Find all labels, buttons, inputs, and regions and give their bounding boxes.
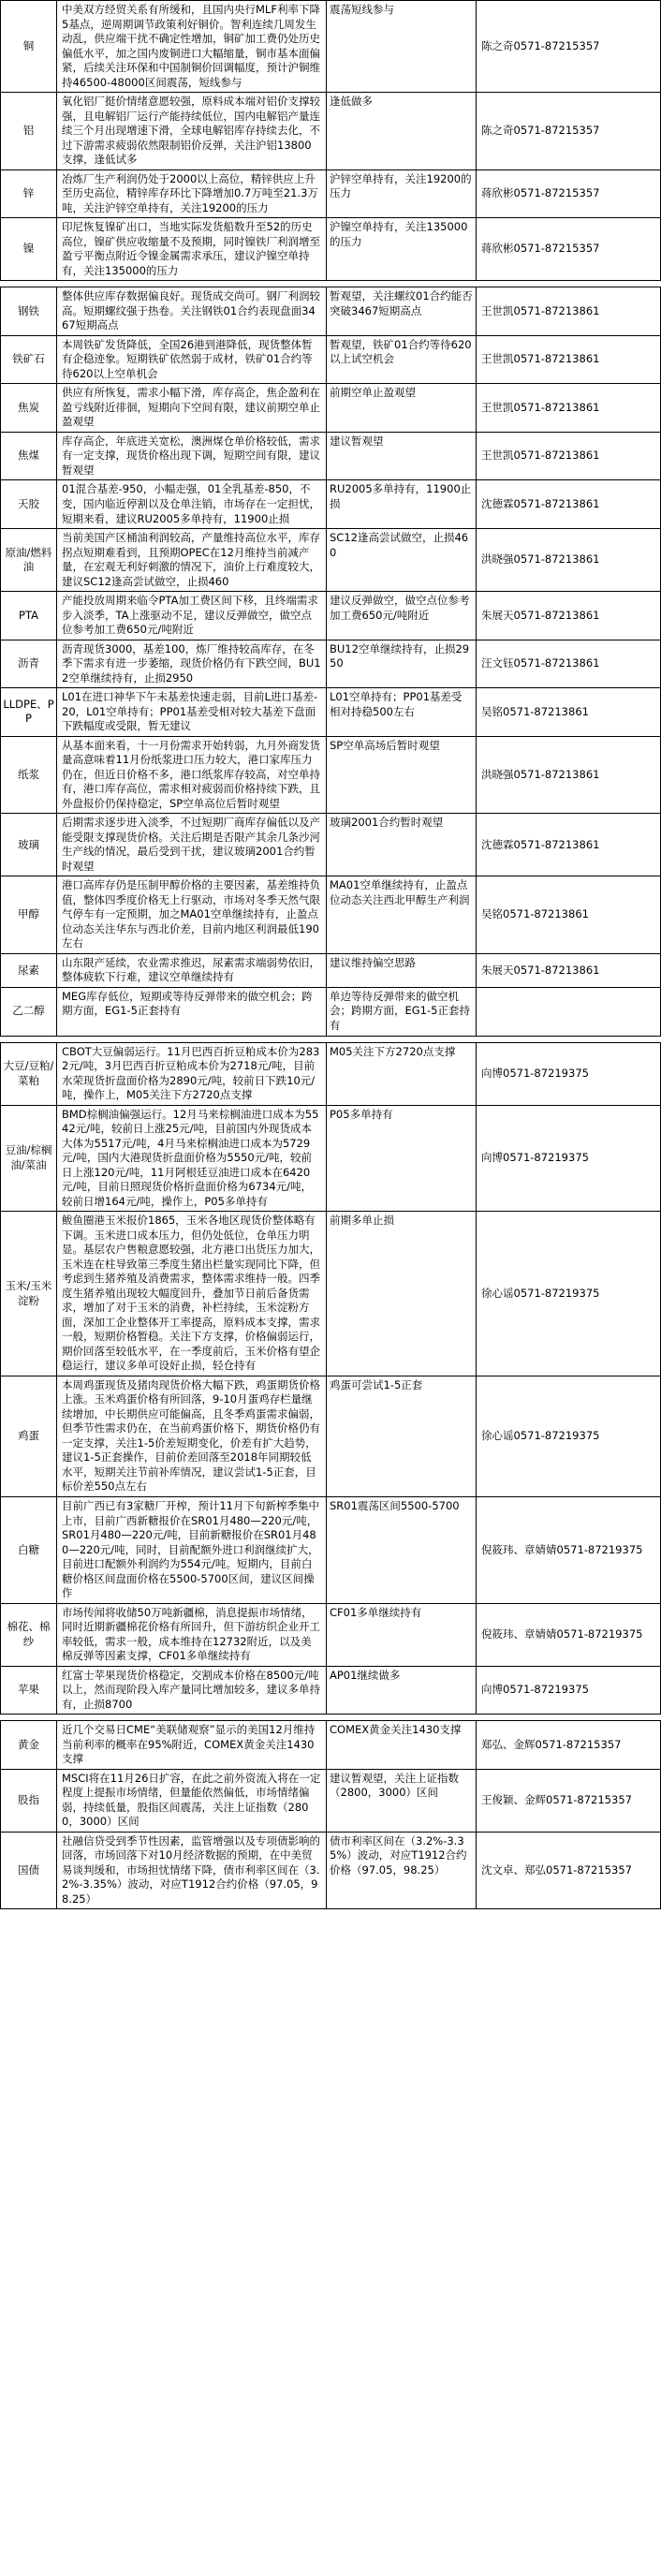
analyst-contact: 徐心谣0571-87219375 bbox=[477, 1212, 661, 1376]
commodity-name: 钢铁 bbox=[1, 287, 57, 336]
commodity-name: 国债 bbox=[1, 1833, 57, 1909]
strategy-view: 沪镍空单持有，关注135000的压力 bbox=[327, 218, 477, 280]
analysis-text: MEG库存低位，短期或等待反弹带来的做空机会；跨期方面，EG1-5正套持有 bbox=[57, 988, 327, 1036]
analyst-contact: 倪筱玮、章婧婧0571-87219375 bbox=[477, 1604, 661, 1667]
analysis-text: 本周鸡蛋现货及猪肉现货价格大幅下跌，鸡蛋期货价格上涨。玉米鸡蛋价格有所回落，9-10月蛋鸡存栏量继续增加，中长期供应可能偏高，且冬季鸡蛋需求偏弱，但季节性需求仍在，在当前鸡蛋价格下，期货价格仍有一定支撑，关注1-5价差短期变化，价差有扩大趋势，建议1-5正套操作，目前价差回落至2018年同期较低水平，短期关注节前补库情况，建议尝试1-5正套，目标价差550点左右 bbox=[57, 1376, 327, 1497]
analysis-text: 沥青现货3000，基差100，炼厂维持较高库存，在冬季下需求有进一步萎缩，现货价格仍有下跌空间，BU12空单继续持有，止损2950 bbox=[57, 640, 327, 689]
strategy-view: CF01多单继续持有 bbox=[327, 1604, 477, 1667]
analysis-text: 近几个交易日CME“美联储观察”显示的美国12月维持当前利率的概率在95%附近，COMEX黄金关注1430支撑 bbox=[57, 1721, 327, 1770]
analysis-text: 整体供应库存数据偏良好。现货成交尚可。钢厂利润较高。短期螺纹强于热卷。关注钢铁01合约表现盘面3467短期高点 bbox=[57, 287, 327, 336]
strategy-view: 沪锌空单持有，关注19200的压力 bbox=[327, 170, 477, 219]
strategy-view: 玻璃2001合约暂时观望 bbox=[327, 814, 477, 876]
analyst-contact: 朱展天0571-87213861 bbox=[477, 592, 661, 640]
strategy-view: 单边等待反弹带来的做空机会；跨期方面，EG1-5正套持有 bbox=[327, 988, 477, 1036]
strategy-view: COMEX黄金关注1430支撑 bbox=[327, 1721, 477, 1770]
strategy-view: BU12空单继续持有，止损2950 bbox=[327, 640, 477, 689]
strategy-view: M05关注下方2720点支撑 bbox=[327, 1043, 477, 1106]
analyst-contact: 蒋欣彬0571-87215357 bbox=[481, 242, 600, 256]
analysis-text: 供应有所恢复，需求小幅下滑，库存高企，焦企盈利在盈亏线附近徘徊，短期向下空间有限，建议前期空单止盈观望 bbox=[57, 384, 327, 433]
commodity-name: 甲醇 bbox=[1, 876, 57, 954]
analyst-contact: 沈德霖0571-87213861 bbox=[477, 814, 661, 876]
commodity-name: PTA bbox=[1, 592, 57, 640]
analyst-contact: 吴铭0571-87213861 bbox=[477, 876, 661, 954]
analyst-contact: 沈文卓、郑弘0571-87215357 bbox=[481, 1862, 632, 1877]
analysis-text: 当前美国产区桶油利润较高，产量维持高位水平，库存拐点短期难看到，且预期OPEC在12月维持当前减产量，在宏观无利好刺激的情况下，油价上行难度较大，建议SC12逢高尝试做空，止损460 bbox=[57, 529, 327, 592]
strategy-view: 鸡蛋可尝试1-5正套 bbox=[327, 1376, 477, 1497]
commodity-name: 锌 bbox=[1, 170, 57, 219]
analyst-contact: 吴铭0571-87213861 bbox=[477, 688, 661, 737]
analyst-contact: 王世凯0571-87213861 bbox=[477, 433, 661, 481]
strategy-view: SP空单高场后暂时观望 bbox=[327, 737, 477, 815]
analysis-text: BMD棕榈油偏强运行。12月马来棕榈油进口成本为5542元/吨，较前日上涨25元/吨，目前国内外现货成本大体为5517元/吨，4月马来棕榈油进口成本为5729元/吨，国内大港现货折盘面价格为5550元/吨，较前日上涨120元/吨，11月阿根廷豆油进口成本在6420元/吨，目前日照现货价格折盘面价格为6734元/吨，较前日增164元/吨，操作上，P05多单持有 bbox=[57, 1106, 327, 1213]
strategy-view: 前期空单止盈观望 bbox=[327, 384, 477, 433]
commodity-name: 纸浆 bbox=[1, 737, 57, 815]
strategy-view: 建议暂观望 bbox=[327, 433, 477, 481]
strategy-view: SC12逢高尝试做空，止损460 bbox=[327, 529, 477, 592]
analyst-contact: 朱展天0571-87213861 bbox=[477, 954, 661, 988]
commodity-name: LLDPE、PP bbox=[1, 688, 57, 737]
analysis-text: L01在进口神华下午未基差快速走弱，目前L进口基差-20，L01空单持有；PP01基差受相对较大基差下盘面下跌幅度或受限，暂无建议 bbox=[57, 688, 327, 737]
strategy-view: 暂观望，铁矿01合约等待620以上试空机会 bbox=[327, 336, 477, 385]
strategy-view: 建议维持偏空思路 bbox=[327, 954, 477, 988]
commodity-name: 玻璃 bbox=[1, 814, 57, 876]
commodity-name: 铁矿石 bbox=[1, 336, 57, 385]
commodity-name: 黄金 bbox=[1, 1721, 57, 1770]
analyst-contact: 洪晓强0571-87213861 bbox=[477, 529, 661, 592]
analyst-contact: 蒋欣彬0571-87215357 bbox=[477, 170, 661, 219]
section-table bbox=[0, 1042, 661, 1715]
strategy-view: L01空单持有；PP01基差受相对持稳500左右 bbox=[327, 688, 477, 737]
strategy-view: 债市利率区间在（3.2%-3.35%）波动，对应T1912合约价格（97.05，98.25） bbox=[327, 1833, 477, 1909]
strategy-view: P05多单持有 bbox=[327, 1106, 477, 1213]
analyst-contact: 郑弘、金辉0571-87215357 bbox=[477, 1721, 661, 1770]
analyst-contact: 王世凯0571-87213861 bbox=[477, 336, 661, 385]
analysis-text: 鲅鱼圈港玉米报价1865，玉米各地区现货价整体略有下调。玉米进口成本压力，但仍处低位，仓单压力明显。基层农户售粮意愿较强，北方港口出货压力加大，玉米连在柱导致第三季度生猪出栏量实现同比下降，但考虑到生猪养殖及消费需求，整体需求维持一般。四季度生猪养殖出现较大幅度回升，叠加节日前后备货需求，增加了对于玉米的消费，补栏持续，玉米淀粉方面，深加工企业整体开工率提高，原料成本支撑，需求一般，短期价格暂稳。关注下方支撑，价格偏弱运行，期价回落至较低水平，在一季度前后，玉米价格有望企稳运行，建议多单可设好止损，轻仓持有 bbox=[57, 1212, 327, 1376]
analysis-text: 山东限产延续，农业需求推迟，尿素需求端弱势依旧，整体疲软下行难，建议空单继续持有 bbox=[57, 954, 327, 988]
commodity-name: 豆油/棕榈油/菜油 bbox=[1, 1106, 57, 1213]
analysis-text: 从基本面来看，十一月份需求开始转弱，九月外商发货量高意味着11月份纸浆进口压力较大，港口家库压力仍在，但近日价格不多，港口纸浆库存较高，对空单持有，港口库存高位，需求相对疲弱而价格持续下跌，且外盘报价仍保持稳定，SP空单高位后暂时观望 bbox=[57, 737, 327, 815]
strategy-view: 前期多单止损 bbox=[327, 1212, 477, 1376]
strategy-view: 震荡短线参与 bbox=[327, 1, 477, 93]
analyst-contact: 向博0571-87219375 bbox=[481, 1683, 589, 1697]
commodity-name: 玉米/玉米淀粉 bbox=[1, 1212, 57, 1376]
strategy-view: 建议暂观望，关注上证指数（2800，3000）区间 bbox=[327, 1770, 477, 1833]
analyst-contact bbox=[477, 988, 661, 1036]
analysis-text: 氧化铝厂挺价情绪意愿较强，原料成本端对铝价支撑较强，且电解铝厂运行产能持续低位，国内电解铝产量连续三个月出现增速下滑，全球电解铝库存持续去化，不过下游需求疲弱依然限制铝价反弹，关注沪铝13800支撑，逢低试多 bbox=[57, 93, 327, 170]
analyst-contact: 向博0571-87219375 bbox=[477, 1043, 661, 1106]
analysis-text: 冶炼厂生产利润仍处于2000以上高位，精锌供应上升至历史高位，精锌库存环比下降增加0.7万吨至21.3万吨，关注沪锌空单持有，关注19200的压力 bbox=[57, 170, 327, 219]
analysis-text: MSCI将在11月26日扩容，在此之前外资流入将在一定程度上提振市场情绪，但量能依然偏低，市场情绪偏弱，持续低量，股指区间震荡，关注上证指数（2800，3000）区间 bbox=[57, 1770, 327, 1833]
analysis-text: 库存高企，年底进关宽松，澳洲煤仓单价格较低，需求有一定支撑，现货价格出现下调，短期空间有限，建议暂观望 bbox=[57, 433, 327, 481]
analysis-text: 红富士苹果现货价格稳定，交割成本价格在8500元/吨以上，然而现阶段入库产量同比增加较多，建议多单持有，止损8700 bbox=[57, 1667, 327, 1715]
analysis-text: 印尼恢复镍矿出口，当地实际发货船数升至52的历史高位，镍矿供应收缩量不及预期，同时镍铁厂利润增至盈亏平衡点附近令镍金属需求承压，建议沪镍空单持有，关注135000的压力 bbox=[57, 218, 327, 280]
commodity-name: 沥青 bbox=[1, 640, 57, 689]
commodity-name: 大豆/豆粕/菜粕 bbox=[1, 1043, 57, 1106]
commodity-name: 股指 bbox=[1, 1770, 57, 1833]
commodity-name: 焦煤 bbox=[1, 433, 57, 481]
analyst-contact: 倪筱玮、章婧婧0571-87219375 bbox=[477, 1497, 661, 1604]
commodity-name: 铜 bbox=[1, 1, 57, 93]
analysis-text: 目前广西已有3家糖厂开榨，预计11月下旬新榨季集中上市，目前广西新糖报价在SR01月480—220元/吨，SR01月480—220元/吨，目前新糖报价在SR01月480—220元/吨，同时，目前配额外进口利润继续扩大，目前进口配额外利润约为554元/吨。短期内，目前白糖价格区间盘面价格在5500-5700区间，建议区间操作 bbox=[57, 1497, 327, 1604]
analysis-text: 港口高库存仍是压制甲醇价格的主要因素，基差维持负值，整体四季度价格无上行驱动，市场对冬季天然气限气停车有一定预期，加之MA01空单继续持有，止盈点位动态关注华东与西北价差，目前内地区利润最低190左右 bbox=[57, 876, 327, 954]
commodity-name: 棉花、棉纱 bbox=[1, 1604, 57, 1667]
section-table bbox=[0, 0, 661, 281]
analysis-text: 中美双方经贸关系有所缓和，且国内央行MLF利率下降5基点，逆周期调节政策利好铜价。智利连续几周发生动乱，供应端干扰不确定性增加，铜矿加工费仍处历史偏低水平，加之国内废铜进口大幅缩量，铜市基本面偏紧，后续关注环保和中国制铜价回调幅度，预计沪铜维持46500-48000区间震荡，短线参与 bbox=[57, 1, 327, 93]
section-table bbox=[0, 1720, 661, 1909]
analysis-text: 产能投放周期来临令PTA加工费区间下移，且终端需求步入淡季，TA上涨驱动不足，建议反弹做空，做空点位参考加工费650元/吨附近 bbox=[57, 592, 327, 640]
analyst-contact: 沈德霖0571-87213861 bbox=[477, 480, 661, 529]
section-table bbox=[0, 287, 661, 1036]
commodity-name: 镍 bbox=[1, 218, 57, 280]
analyst-contact: 王世凯0571-87213861 bbox=[477, 287, 661, 336]
strategy-view: MA01空单继续持有，止盈点位动态关注西北甲醇生产利润 bbox=[327, 876, 477, 954]
strategy-view: 建议反弹做空，做空点位参考加工费650元/吨附近 bbox=[327, 592, 477, 640]
analyst-contact: 汪文钰0571-87213861 bbox=[477, 640, 661, 689]
commodity-name: 原油/燃料油 bbox=[1, 529, 57, 592]
analysis-text: CBOT大豆偏弱运行。11月巴西百折豆粕成本价为2832元/吨，3月巴西百折豆粕成本价为2718元/吨，目前水荣现货折盘面价格为2890元/吨，较前日下跌10元/吨，操作上，M05关注下方2720点支撑 bbox=[57, 1043, 327, 1106]
commodity-name: 苹果 bbox=[1, 1667, 57, 1715]
analysis-text: 市场传闻将收储50万吨新疆棉，消息提振市场情绪，同时近期新疆棉花价格有所回升，但下游纺织企业开工率较低，需求一般，成本维持在12732附近，以及美棉反弹等因素支撑，CF01多单继续持有 bbox=[57, 1604, 327, 1667]
strategy-view: SR01震荡区间5500-5700 bbox=[327, 1497, 477, 1604]
commodity-name: 鸡蛋 bbox=[1, 1376, 57, 1497]
strategy-view: RU2005多单持有，11900止损 bbox=[327, 480, 477, 529]
analysis-text: 01混合基差-950，小幅走强，01全乳基差-850，不变，国内临近停割以及仓单注销，市场存在一定担忧，短期来看，建议RU2005多单持有，11900止损 bbox=[57, 480, 327, 529]
strategy-view: 逢低做多 bbox=[327, 93, 477, 170]
commodity-name: 焦炭 bbox=[1, 384, 57, 433]
commodity-name: 铝 bbox=[1, 93, 57, 170]
strategy-view: 暂观望，关注螺纹01合约能否突破3467短期高点 bbox=[327, 287, 477, 336]
strategy-view: AP01继续做多 bbox=[327, 1667, 477, 1715]
analysis-text: 社融信贷受到季节性因素，监管增强以及专项债影响的回落，市场回落下对10月经济数据的预期，在中美贸易谈判缓和，市场担忧情绪下降，债市利率区间在（3.2%-3.35%）波动，对应T1912合约价格（97.05，98.25） bbox=[57, 1833, 327, 1909]
analysis-text: 本周铁矿发货降低，全国26港到港降低，现货整体暂有企稳迹象。短期铁矿依然弱于成材，铁矿01合约等待620以上空单机会 bbox=[57, 336, 327, 385]
analyst-contact: 徐心谣0571-87219375 bbox=[477, 1376, 661, 1497]
commodity-name: 尿素 bbox=[1, 954, 57, 988]
analyst-contact: 向博0571-87219375 bbox=[477, 1106, 661, 1213]
analyst-contact: 陈之奇0571-87215357 bbox=[477, 1, 661, 93]
analyst-contact: 王俊颖、金辉0571-87215357 bbox=[477, 1770, 661, 1833]
commodity-name: 白糖 bbox=[1, 1497, 57, 1604]
analysis-text: 后期需求逐步进入淡季，不过短期厂商库存偏低以及产能受限支撑现货价格。关注后期是否限产其余几条沙河生产线的情况，最后受到干扰，建议玻璃2001合约暂时观望 bbox=[57, 814, 327, 876]
commodity-name: 乙二醇 bbox=[1, 988, 57, 1036]
commodity-name: 天胶 bbox=[1, 480, 57, 529]
analyst-contact: 王世凯0571-87213861 bbox=[477, 384, 661, 433]
analyst-contact: 洪晓强0571-87213861 bbox=[477, 737, 661, 815]
analyst-contact: 陈之奇0571-87215357 bbox=[477, 93, 661, 170]
